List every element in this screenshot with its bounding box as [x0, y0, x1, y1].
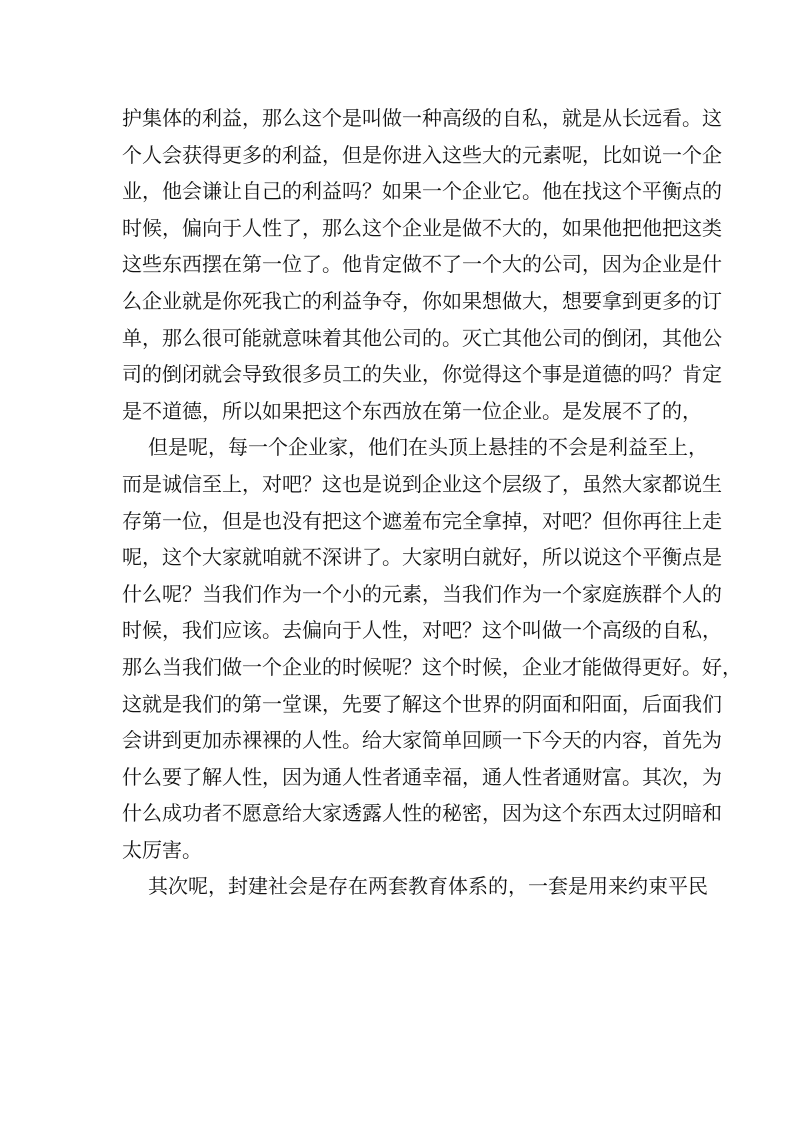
text-line: 个人会获得更多的利益，但是你进入这些大的元素呢，比如说一个企	[122, 142, 722, 167]
text-line: 而是诚信至上，对吧？这也是说到企业这个层级了，虽然大家都说生	[122, 471, 722, 496]
text-line: 是不道德，所以如果把这个东西放在第一位企业。是发展不了的，	[122, 398, 702, 423]
text-line: 单，那么很可能就意味着其他公司的。灭亡其他公司的倒闭，其他公	[122, 325, 722, 350]
text-line: 时候，我们应该。去偏向于人性，对吧？这个叫做一个高级的自私，	[122, 618, 722, 643]
text-line: 存第一位，但是也没有把这个遮羞布完全拿掉，对吧？但你再往上走	[122, 508, 722, 533]
document-body	[122, 100, 742, 905]
text-line: 护集体的利益，那么这个是叫做一种高级的自私，就是从长远看。这	[122, 106, 722, 130]
text-line: 什么呢？当我们作为一个小的元素，当我们作为一个家庭族群个人的	[122, 581, 722, 606]
text-line: 什么要了解人性，因为通人性者通幸福，通人性者通财富。其次，为	[122, 764, 722, 789]
text-line: 业，他会谦让自己的利益吗？如果一个企业它。他在找这个平衡点的	[122, 179, 722, 204]
text-line: 什么成功者不愿意给大家透露人性的秘密，因为这个东西太过阴暗和	[122, 801, 722, 826]
text-line: 呢，这个大家就咱就不深讲了。大家明白就好，所以说这个平衡点是	[122, 545, 722, 570]
text-line: 么企业就是你死我亡的利益争夺，你如果想做大，想要拿到更多的订	[122, 288, 722, 313]
text-line-paragraph-start: 但是呢，每一个企业家，他们在头顶上悬挂的不会是利益至上，	[148, 435, 708, 460]
text-line-paragraph-start: 其次呢，封建社会是存在两套教育体系的，一套是用来约束平民	[148, 874, 708, 899]
text-line: 时候，偏向于人性了，那么这个企业是做不大的，如果他把他把这类	[122, 215, 722, 240]
text-line: 这些东西摆在第一位了。他肯定做不了一个大的公司，因为企业是什	[122, 252, 722, 277]
text-line: 这就是我们的第一堂课，先要了解这个世界的阴面和阳面，后面我们	[122, 691, 722, 716]
text-line: 会讲到更加赤裸裸的人性。给大家简单回顾一下今天的内容，首先为	[122, 728, 722, 753]
text-line: 太厉害。	[122, 837, 202, 862]
text-line: 司的倒闭就会导致很多员工的失业，你觉得这个事是道德的吗？肯定	[122, 362, 722, 387]
text-line: 那么当我们做一个企业的时候呢？这个时候，企业才能做得更好。好，	[122, 654, 742, 679]
